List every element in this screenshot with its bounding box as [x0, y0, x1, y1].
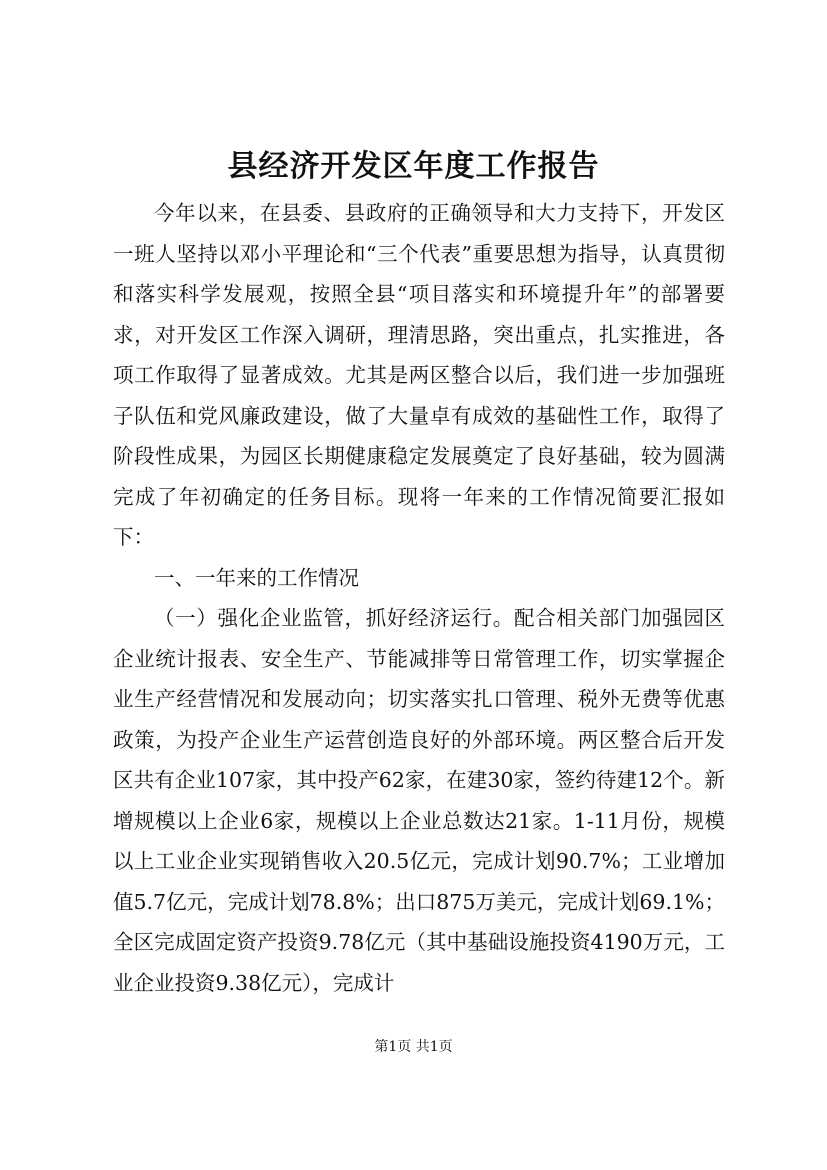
page-footer: 第1页 共1页	[374, 1039, 453, 1055]
section-heading: 一、一年来的工作情况	[154, 565, 359, 590]
document-title: 县经济开发区年度工作报告	[227, 149, 600, 184]
paragraph-intro: 今年以来，在县委、县政府的正确领导和大力支持下，开发区一班人坚持以邓小平理论和“三个代表”重要思想为指导，认真贯彻和落实科学发展观，按照全县“项目落实和环境提升年”的部署要求，对开发区工作深入调研，理清思路，突出重点，扎实推进，各项工作取得了显著成效。尤其是两区整合以后，我们进一步加强班子队伍和党风廉政建设，做了大量卓有成效的基础性工作，取得了阶段性成果，为园区长期健康稳定发展奠定了良好基础，较为圆满完成了年初确定的任务目标。现将一年来的工作情况简要汇报如下：	[113, 201, 725, 549]
paragraph-enterprise-supervision: （一）强化企业监管，抓好经济运行。配合相关部门加强园区企业统计报表、安全生产、节能减排等日常管理工作，切实掌握企业生产经营情况和发展动向；切实落实扎口管理、税外无费等优惠政策，为投产企业生产运营创造良好的外部环境。两区整合后开发区共有企业107家，其中投产62家，在建30家，签约待建12个。新增规模以上企业6家，规模以上企业总数达21家。1-11月份，规模以上工业企业实现销售收入20.5亿元，完成计划90.7%；工业增加值5.7亿元，完成计划78.8%；出口875万美元，完成计划69.1%；全区完成固定资产投资9.78亿元（其中基础设施投资4190万元，工业企业投资9.38亿元），完成计	[113, 606, 725, 995]
document-body	[113, 193, 725, 1003]
